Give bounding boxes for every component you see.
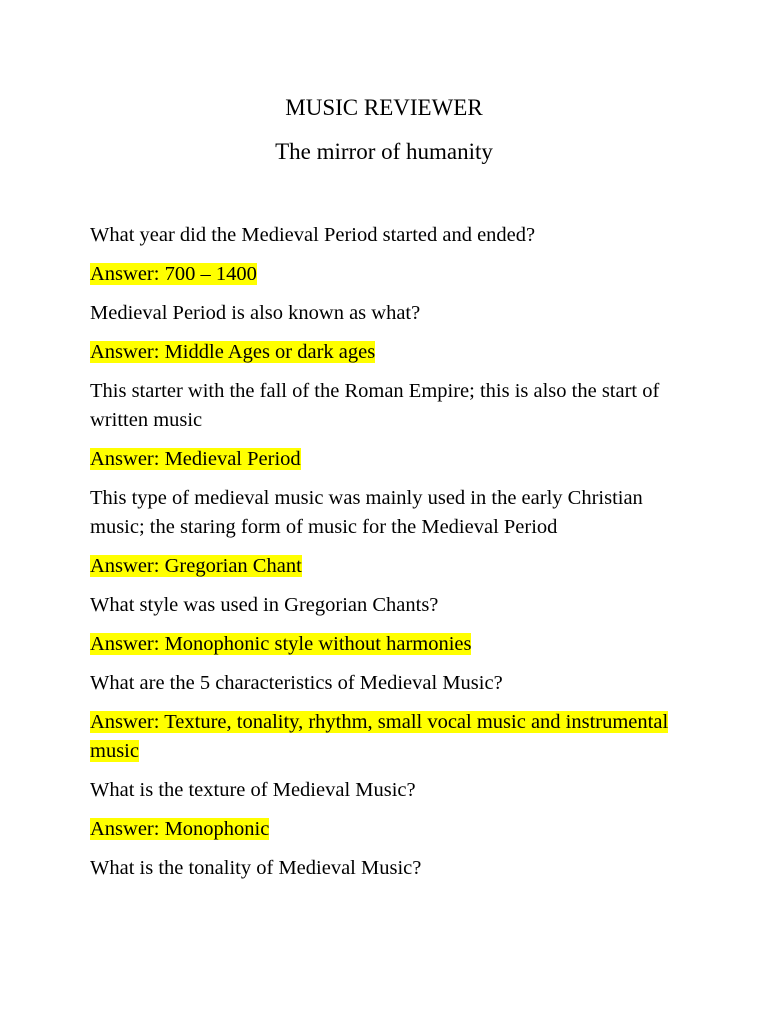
answer-2 — [90, 338, 670, 367]
question-1: What year did the Medieval Period started and ended? — [90, 224, 536, 246]
document-subtitle: The mirror of humanity — [275, 139, 493, 164]
question-4: This type of medieval music was mainly used in the early Christian music; the staring form of music for the Medieval Period — [90, 487, 643, 538]
qa-list — [90, 221, 670, 893]
answer-4 — [90, 552, 670, 581]
document-title: MUSIC REVIEWER — [285, 95, 483, 120]
question-8: What is the tonality of Medieval Music? — [90, 857, 422, 879]
question-5: What style was used in Gregorian Chants? — [90, 594, 439, 616]
answer-5 — [90, 630, 670, 659]
answer-6-highlight: Answer: Texture, tonality, rhythm, small vocal music and instrumental music — [90, 711, 669, 762]
answer-1-highlight: Answer: 700 – 1400 — [90, 263, 257, 285]
answer-1 — [90, 260, 670, 289]
answer-3-highlight: Answer: Medieval Period — [90, 448, 301, 470]
answer-2-highlight: Answer: Middle Ages or dark ages — [90, 341, 376, 363]
question-2: Medieval Period is also known as what? — [90, 302, 421, 324]
question-6: What are the 5 characteristics of Medieval Music? — [90, 672, 503, 694]
answer-3 — [90, 445, 670, 474]
question-7: What is the texture of Medieval Music? — [90, 779, 416, 801]
answer-5-highlight: Answer: Monophonic style without harmonies — [90, 633, 472, 655]
answer-7-highlight: Answer: Monophonic — [90, 818, 270, 840]
answer-7 — [90, 815, 670, 844]
answer-6 — [90, 708, 670, 766]
question-3: This starter with the fall of the Roman Empire; this is also the start of written music — [90, 380, 660, 431]
answer-4-highlight: Answer: Gregorian Chant — [90, 555, 302, 577]
